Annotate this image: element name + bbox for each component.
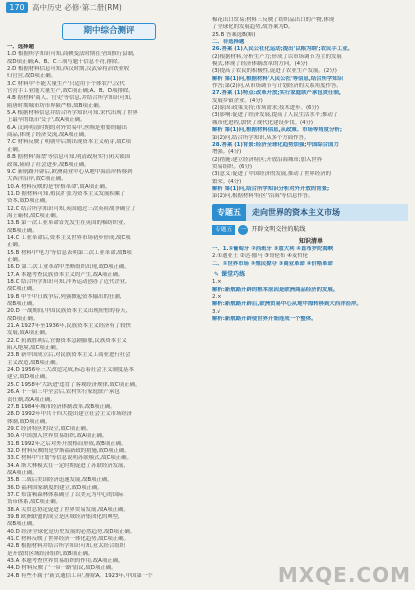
answer-line: 正确。: [7, 242, 24, 249]
answer-line: (3)影响:促进了经济发展,提高了人民生活水平;推动了: [212, 112, 339, 119]
practice-line: 解析:新航路开辟的根本原因是欧洲商品经济的发展。: [212, 286, 339, 293]
answer-line: 9.C 新航路开辟后,欧洲商业中心从地中海沿岸转移到: [7, 168, 133, 175]
answer-line: 22.C 抗战胜利后,官僚资本急剧膨胀,民族资本主义: [7, 337, 127, 344]
answer-line: 4.B 据材料'商人、官吏'等信息,并结合所学知识可知,: [7, 95, 132, 102]
right-column: [212, 17, 408, 323]
answer-line: 24.B 有些不属于'新式通信工具',排除A。1923年,中国第一个: [7, 572, 153, 579]
practice-heading: ✎ 课堂巧练: [214, 270, 246, 278]
answer-line: 21.A 1927年至1936年,民族资本主义经济有了较快: [7, 323, 131, 330]
answer-line: 故B项正确。: [7, 521, 38, 528]
answer-line: 陷入绝境,故C项正确。: [7, 345, 61, 352]
answer-line: 44.D 材料反映了'一带一路'倡议,故D项正确。: [7, 565, 117, 572]
answer-line: 29.C 经济特区的设立,故C项正确。: [7, 425, 92, 432]
answer-line: 解析 第(1)问,结合所学知识分析对外开放的背景;: [212, 185, 330, 192]
answer-line: (2)措施:建立经济特区;开放沿海城市;加入世界: [212, 156, 323, 163]
answer-line: 41.C 材料反映了世界经济一体化趋势,故C项正确。: [7, 536, 129, 543]
answer-line: 模式,体现了经济体制改革的方向。(4分): [212, 61, 308, 68]
answer-line: 2.D 根据材料信息可知,西汉时期,汉武帝将冶铁业收: [7, 66, 130, 73]
answer-line: 正确。: [7, 256, 24, 263]
practice-line: 解析:新航路开辟使世界开始连成一个整体。: [212, 316, 317, 323]
answer-line: 海上霸权,故C项正确。: [7, 212, 61, 219]
answer-line: 故B项正确。: [7, 301, 38, 308]
answer-line: 责任制,故A项正确。: [7, 396, 56, 403]
knowledge-lines: [212, 246, 408, 268]
answer-line: 42.B 根据材料并结合所学知识可知,亚太经合组织: [7, 543, 126, 550]
answer-line: 36.D 福利国家制度的建立,故D项正确。: [7, 484, 103, 491]
practice-line: 2.×: [212, 294, 222, 300]
answer-line: 故D项正确。: [7, 315, 39, 322]
answer-line: 隋唐时期城市坊市界限严格,故B项正确。: [7, 102, 105, 109]
chapter-title: 走向世界的资本主义市场: [246, 204, 408, 221]
answer-line: 作答;第(2)问,从市场调节与计划经济的关系角度作答。: [212, 83, 342, 90]
knowledge-line: 一、1.①葡萄牙 ②西班牙 ③意大利 ④直布罗陀海峡: [212, 245, 334, 252]
answer-line: 建立,故D项正确。: [7, 374, 51, 381]
answer-line: 5.A 根据材料信息并结合所学知识可知,宋代出现了世界: [7, 110, 138, 117]
answer-line: 资本,故D项正确。: [7, 198, 51, 205]
answer-line: (2)根据材料,分析生产力;形成了以市场调节为主的发展: [212, 53, 342, 60]
answer-line: 故C项正确。: [7, 286, 38, 293]
practice-line: 1.×: [212, 279, 222, 286]
practice-line: 3.√: [212, 308, 221, 315]
answer-line: 了全球化的发展趋势,故答案为D。: [212, 24, 294, 31]
answer-line: 20.D 一战期间,中国民族资本主义出现短暂的春天,: [7, 308, 128, 315]
answer-line: 14.C 工业革命后,资本主义世界市场初步形成,故C项: [7, 234, 131, 241]
answer-line: 12.C 结合所学知识可知,英国通过三次英荷战争确立了: [7, 205, 136, 212]
answer-line: 23.B 新中国成立后,对民族资本主义工商业进行社会: [7, 352, 131, 359]
answer-line: 8.B 据材料'海禁'等信息可知,明清政府实行闭关锁国: [7, 154, 131, 161]
answer-line: 第(2)问,结合所学知识,从多个方面作答。: [212, 134, 310, 141]
page-header: [0, 0, 415, 14]
answer-line: 解析 第(1)问,根据材料'人民公社'等信息,结合所学知识: [212, 75, 344, 82]
left-answer-lines: [7, 51, 205, 580]
answer-line: 11.D 据材料可知,殖民扩张为资本主义发展积累了: [7, 190, 126, 197]
answer-line: 官营手工业能大量生产,故C项正确;A、B、D项排除。: [7, 88, 134, 95]
answer-line: 10.A 材料反映的是'价格革命',故A项正确。: [7, 183, 111, 190]
answer-line: 正确。: [7, 146, 24, 153]
answer-line: 故D项正确;A、B、C三项与题干信息不符,排除。: [7, 58, 123, 65]
answer-line: 棉花出口贸易;材料三反映了纺织品出口的产物,体现: [212, 17, 335, 23]
answer-line: 24.D 1956年三大改造完成,标志着社会主义制度基本: [7, 367, 134, 374]
lesson-title: 开辟文明交往的航线: [251, 225, 306, 233]
answer-line: 26.A 十一届三中全会后,农村实行家庭联产承包: [7, 389, 120, 396]
practice-line: 解析:新航路开辟后,欧洲贸易中心从地中海转移到大西洋沿岸。: [212, 301, 362, 308]
answer-line: 6.A 汉到明清时期的对外贸易中,丝绸是重要的输出: [7, 124, 128, 131]
answer-line: 26.答案 (1)人民公社化运动;提出'以粮为纲';农民手工业。: [212, 46, 353, 53]
answer-line: 城市化进程,加快了现代化建设步伐。(4分): [212, 119, 313, 126]
section-heading: 一、选择题: [7, 44, 34, 50]
lesson-label: 专题五: [212, 225, 235, 235]
answer-line: 体制,故D项正确。: [7, 418, 51, 425]
answer-line: 归官营,故D项正确。: [7, 73, 56, 80]
answer-line: 主义改造,故B项正确。: [7, 359, 61, 366]
answer-line: (3)提高了农民的积极性,促进了农业生产发展。(2分): [212, 68, 337, 75]
answer-line: 38.A 关贸总协定促进了世界贸易发展,故A项正确。: [7, 506, 129, 513]
answer-line: 发展,故A项正确。: [7, 330, 51, 337]
lesson-bar: [212, 225, 408, 235]
right-answer-lines: [212, 17, 408, 201]
answer-line: 1.D 根据所学知识可知,商鞅变法时期在全国推行县制,: [7, 51, 135, 58]
answer-line: 增强。(4分): [212, 149, 242, 156]
answer-line: 上最早的纸币'交子',故A项正确。: [7, 117, 86, 124]
answer-line: 3.C 材料中'不能大量生产'只适用于个体农户,汉代: [7, 80, 125, 87]
answer-line: 解析 第(1)问,根据材料信息,从政策、市场等角度分析;: [212, 127, 343, 134]
answer-line: 商品,体现了经济交流,故A项正确。: [7, 132, 90, 139]
chapter-banner: [212, 204, 408, 221]
answer-line: (3)意义:促进了中国经济的发展,推动了世界经济的: [212, 171, 331, 178]
knowledge-line: 二、①世界市场 ②殖民掠夺 ③商业革命 ④价格革命: [212, 260, 333, 267]
left-column: [7, 17, 205, 580]
answer-line: 28.D 1992年中共十四大提出建立社会主义市场经济: [7, 411, 133, 418]
answer-line: 第(2)问,根据材料'特区''沿海'等信息作答。: [212, 193, 314, 200]
answer-line: 39.B 欧洲联盟的成立是区域经济集团化的典型,: [7, 514, 120, 520]
answer-line: 17.A 本题考查民族资本主义的产生,故A项正确。: [7, 271, 124, 278]
answer-line: 发展乡镇企业。(4分): [212, 97, 263, 104]
answer-line: 25.B 答案选B(略): [212, 31, 256, 38]
chapter-tag: 专题五: [212, 204, 246, 221]
answer-line: 是开放的区域经济组织,故B项正确。: [7, 550, 94, 557]
answer-line: 33.C 材料中'计划'等信息说明苏联模式,故C项正确。: [7, 455, 132, 462]
answer-line: 故A项正确。: [7, 469, 38, 476]
lesson-number: 一: [240, 225, 247, 233]
answer-line: 15.B 材料中'电力'等信息表明第二次工业革命,故B项: [7, 249, 132, 256]
answer-line: 40.D 经济全球化是历史发展的必然趋势,故D项正确。: [7, 528, 136, 535]
answer-line: (2)原因:政策支持;市场需求;技术进步。(6分): [212, 105, 319, 112]
answer-line: 43.A 本题考查世界贸易组织的作用,故A项正确。: [7, 558, 124, 565]
running-title: 高中历史 必修·第二册(RM): [32, 3, 122, 12]
answer-line: 13.B 第一次工业革命首先发生在英国的棉纺织业,: [7, 220, 126, 227]
answer-line: 7.C 材料反映了明朝中后期出现资本主义萌芽,故C项: [7, 139, 131, 146]
knowledge-line: 2.①迪亚士 ②达·伽马 ③哥伦布 ④麦哲伦: [212, 253, 309, 260]
answer-line: 34.A 斯大林模式在一定时期促进了苏联经济发展,: [7, 462, 126, 469]
watermark-text: MXQE.COM: [277, 563, 411, 587]
answer-line: 政策,阻碍了社会进步,故B项正确。: [7, 161, 90, 168]
answer-line: 繁荣。(4分): [212, 178, 242, 185]
answer-line: 贸易组织。(6分): [212, 163, 252, 170]
answer-line: 37.C 布雷顿森林体系确立了以美元为中心的国际: [7, 491, 124, 498]
answer-line: 31.B 1992年之后对外开放格局形成,故B项正确。: [7, 440, 127, 447]
answer-line: 16.D 第二次工业革命中垄断组织出现,故D项正确。: [7, 264, 130, 271]
answer-line: 30.A 中国加入世界贸易组织,故A项正确。: [7, 433, 108, 440]
page-number: 170: [6, 2, 28, 13]
answer-line: 货币体系,故C项正确。: [7, 499, 61, 506]
answer-line: 32.D 材料反映的是罗斯福新政的措施,故D项正确。: [7, 447, 130, 454]
answer-line: 27.答案 (1)特点:改革开放;实行家庭联产承包责任制,: [212, 90, 341, 97]
answer-line: 28.答案 (1)背景:经济全球化趋势加强;中国综合国力: [212, 141, 339, 148]
answer-line: 25.C 1958年'大跃进'违背了客观经济规律,故C项正确。: [7, 381, 141, 388]
practice-lines: [212, 279, 408, 323]
answer-line: 二、非选择题: [212, 39, 245, 46]
answer-line: 19.B 甲午中日战争后,列强掀起资本输出的狂潮,: [7, 293, 122, 300]
section-title-box: 期中综合测评: [62, 23, 156, 40]
answer-line: 27.B 1984年城市经济体制改革,故B项正确。: [7, 403, 116, 410]
answer-line: 故B项正确。: [7, 227, 38, 234]
knowledge-heading: 知识清单: [298, 237, 323, 245]
answer-line: 35.B 二战后美国经济迅速发展,故B项正确。: [7, 477, 113, 484]
answer-line: 大西洋沿岸,故C项正确。: [7, 176, 67, 183]
answer-line: 18.C 结合所学知识可知,洋务运动创办了近代企业,: [7, 279, 127, 285]
